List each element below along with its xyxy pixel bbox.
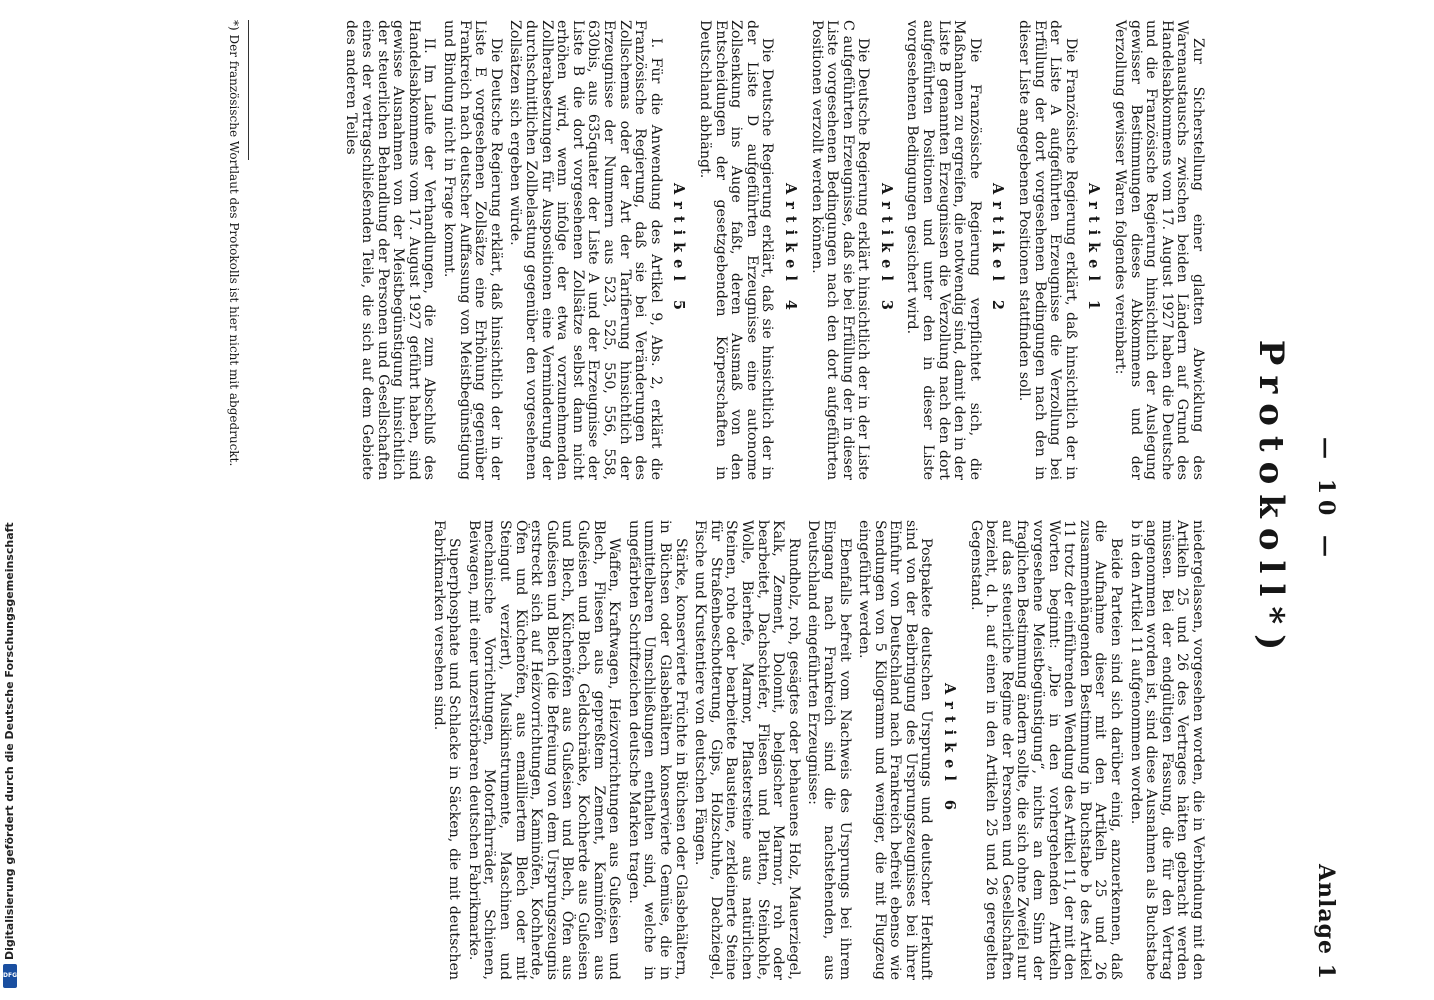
article-6-paragraph-1: Postpakete deutschen Ursprungs und deutscher Herkunft sind von der Beibringung des Ursprungszeugnisses bei ihrer Einfuhr von Deutschland nach Frankreich befreit ebenso wie Sendungen von 5 Kilogramm und weniger, die mit Flugzeug eingeführt werden.: [856, 520, 935, 980]
dfg-logo: [3, 964, 17, 988]
digitization-credit: Digitalisierung gefördert durch die Deutsche Forschungsgemeinschaft: [3, 522, 16, 960]
article-5-heading: Artikel 5: [670, 182, 688, 317]
page-number: — 10 —: [1313, 437, 1339, 563]
article-6-paragraph-4: Stärke, konservierte Früchte in Büchsen oder Glasbehältern, in Büchsen oder Glasbehältern konservierte Gemüse, die in unmittelbaren Umschließungen enthalten sind, welche in ungefärbten Schriftzeichen deutsche Marken tragen.: [625, 520, 689, 980]
article-6-paragraph-3: Rundholz, roh, gesägtes oder behauenes Holz, Mauerziegel, Kalk, Zement, Dolomit, belgischer Marmor, roh oder bearbeitet, Dachschiefer, Fliesen und Platten, Steinkohle, Wolle, Bierhefe, Marmor, Pflastersteine aus natürlichen Steinen, rohe oder bearbeitete Bausteine, zerkleinerte Steine für Straßenbeschotterung, Gips, Holzschuhe, Dachziegel, Fische und Krustentiere von deutschen Fängen.: [692, 520, 802, 980]
article-4-text: Die Deutsche Regierung erklärt, daß sie hinsichtlich der in der Liste D aufgeführten Erzeugnisse eine autonome Zollsenkung ins Auge faßt, deren Ausmaß von den Entscheidungen der gesetzgebenden Körperschaften in Deutschland abhängt.: [696, 20, 776, 480]
article-3-heading: Artikel 3: [877, 182, 895, 317]
article-2-heading: Artikel 2: [989, 182, 1007, 317]
digitization-credit-strip: [0, 0, 22, 1000]
annex-label: Anlage 1: [1313, 863, 1339, 980]
document-page: [165, 0, 1345, 1000]
document-title: Protokoll*): [1251, 339, 1291, 661]
article-5-paragraph-3: II. Im Laufe der Verhandlungen, die zum Abschluß des Handelsabkommens vom 17. August 1927 geführt haben, sind gewisse Ausnahmen von der Meistbegünstigung hinsichtlich der steuerlichen Behandlung der Personen und Gesellschaften eines der vertragschließenden Teile, die sich auf dem Gebiete des anderen Teiles: [343, 20, 438, 480]
agreement-paragraph: Beide Parteien sind sich darüber einig, anzuerkennen, daß die Aufnahme dieser mit den Artikeln 25 und 26 zusammenhängenden Bestimmung in Buchstabe b des Artikel 11 trotz der einführenden Wendung des Artikel 11, der mit den Worten beginnt: „Die in den vorhergehenden Artikeln vorgesehene Meistbegünstigung“, nichts an dem Sinn der fraglichen Bestimmung ändern sollte, die sich ohne Zweifel nur auf das steuerliche Regime der Personen und Gesellschaften bezieht, d. h. auf einen in den Artikeln 25 und 26 geregelten Gegenstand.: [967, 520, 1125, 980]
footnote: *) Der französische Wortlaut des Protokolls ist hier nicht mit abgedruckt.: [227, 20, 241, 467]
footnote-rule: [248, 20, 249, 160]
article-1-heading: Artikel 1: [1085, 182, 1103, 317]
article-6-paragraph-5: Waffen, Kraftwagen, Heizvorrichtungen aus Gußeisen und Blech, Fliesen aus gepreßtem Zement, Kaminöfen aus Gußeisen und Blech, Geldschränke, Kochherde aus Gußeisen und Blech, Küchenöfen aus Gußeisen und Blech, Öfen aus Gußeisen und Blech (die Befreiung von dem Ursprungszeugnis erstreckt sich auf Heizvorrichtungen, Kaminöfen, Kochherde, Öfen und Küchenöfen, aus emailliertem Blech oder mit Steingut verziert), Musikinstrumente, Maschinen und mechanische Vorrichtungen, Motorfahrräder, Schienen, Beiwagen, mit einer unzerstörbaren deutschen Fabrikmarke.: [465, 520, 623, 980]
article-3-text: Die Deutsche Regierung erklärt hinsichtlich der in der Liste C aufgeführten Erzeugnisse, daß sie bei Erfüllung der in dieser Liste vorgesehenen Bedingungen nach den dort aufgeführten Positionen verzollt werden können.: [808, 20, 872, 480]
page-header: [1305, 20, 1345, 980]
intro-paragraph: Zur Sicherstellung einer glatten Abwicklung des Warenaustauschs zwischen beiden Ländern auf Grund des Handelsabkommens vom 17. August 1927 haben die Deutsche und die Französische Regierung hinsichtlich der Auslegung gewisser Bestimmungen dieses Abkommens und der Verzollung gewisser Waren folgendes vereinbart:: [1112, 20, 1206, 480]
article-5-paragraph-2: Die Deutsche Regierung erklärt, daß hinsichtlich der in der Liste E vorgesehenen Zollsätze eine Erhöhung gegenüber Frankreich nach deutscher Auffassung von Meistbegünstigung und Bindung nicht in Frage kommt.: [441, 20, 504, 480]
article-4-heading: Artikel 4: [781, 182, 799, 317]
article-6-paragraph-2: Ebenfalls befreit vom Nachweis des Ursprungs bei ihrem Eingang nach Frankreich sind die nachstehenden, aus Deutschland eingeführten Erzeugnisse:: [805, 520, 853, 980]
article-6-paragraph-6: Superphosphate und Schlacke in Säcken, die mit deutschen Fabrikmarken versehen sind.: [430, 520, 463, 980]
article-2-text: Die Französische Regierung verpflichtet sich, die Maßnahmen zu ergreifen, die notwendig sind, damit den in der Liste B genannten Erzeugnissen die Verzollung nach den dort aufgeführten Positionen und unter den in dieser Liste vorgesehenen Bedingungen gesichert wird.: [904, 20, 983, 480]
article-6-heading: Artikel 6: [941, 682, 959, 817]
article-1-text: Die Französische Regierung erklärt, daß hinsichtlich der in der Liste A aufgeführten Erzeugnisse die Verzollung bei Erfüllung der dort vorgesehenen Bedingungen nach den in dieser Liste angegebenen Positionen stattfinden soll.: [1016, 20, 1079, 480]
left-column: [339, 20, 1205, 480]
continuation-paragraph: niedergelassen, vorgesehen worden, die in Verbindung mit den Artikeln 25 und 26 des Vertrages hätten gebracht werden müssen. Bei der endgültigen Fassung, die für den Vertrag angenommen worden ist, sind diese Ausnahmen als Buchstabe b in den Artikel 11 aufgenommen worden.: [1127, 520, 1206, 980]
right-column: [426, 520, 1205, 980]
dfg-logo-text: DFG: [3, 972, 18, 979]
article-5-paragraph-1: I. Für die Anwendung des Artikel 9, Abs. 2, erklärt die Französische Regierung, daß sie bei Veränderungen des Zollschemas oder der Art der Tarifierung hinsichtlich der Erzeugnisse der Nummern aus 523, 525, 550, 556, 558, 630bis, aus 635quater der Liste A und der Erzeugnisse der Liste B die dort vorgesehenen Zollsätze selbst dann nicht erhöhen wird, wenn infolge der etwa vorzunehmenden Zollherabsetzungen für Auspositionen eine Verminderung der durchschnittlichen Zollbelastung gegenüber den vorgesehenen Zollsätzen sich ergeben würde.: [507, 20, 664, 480]
